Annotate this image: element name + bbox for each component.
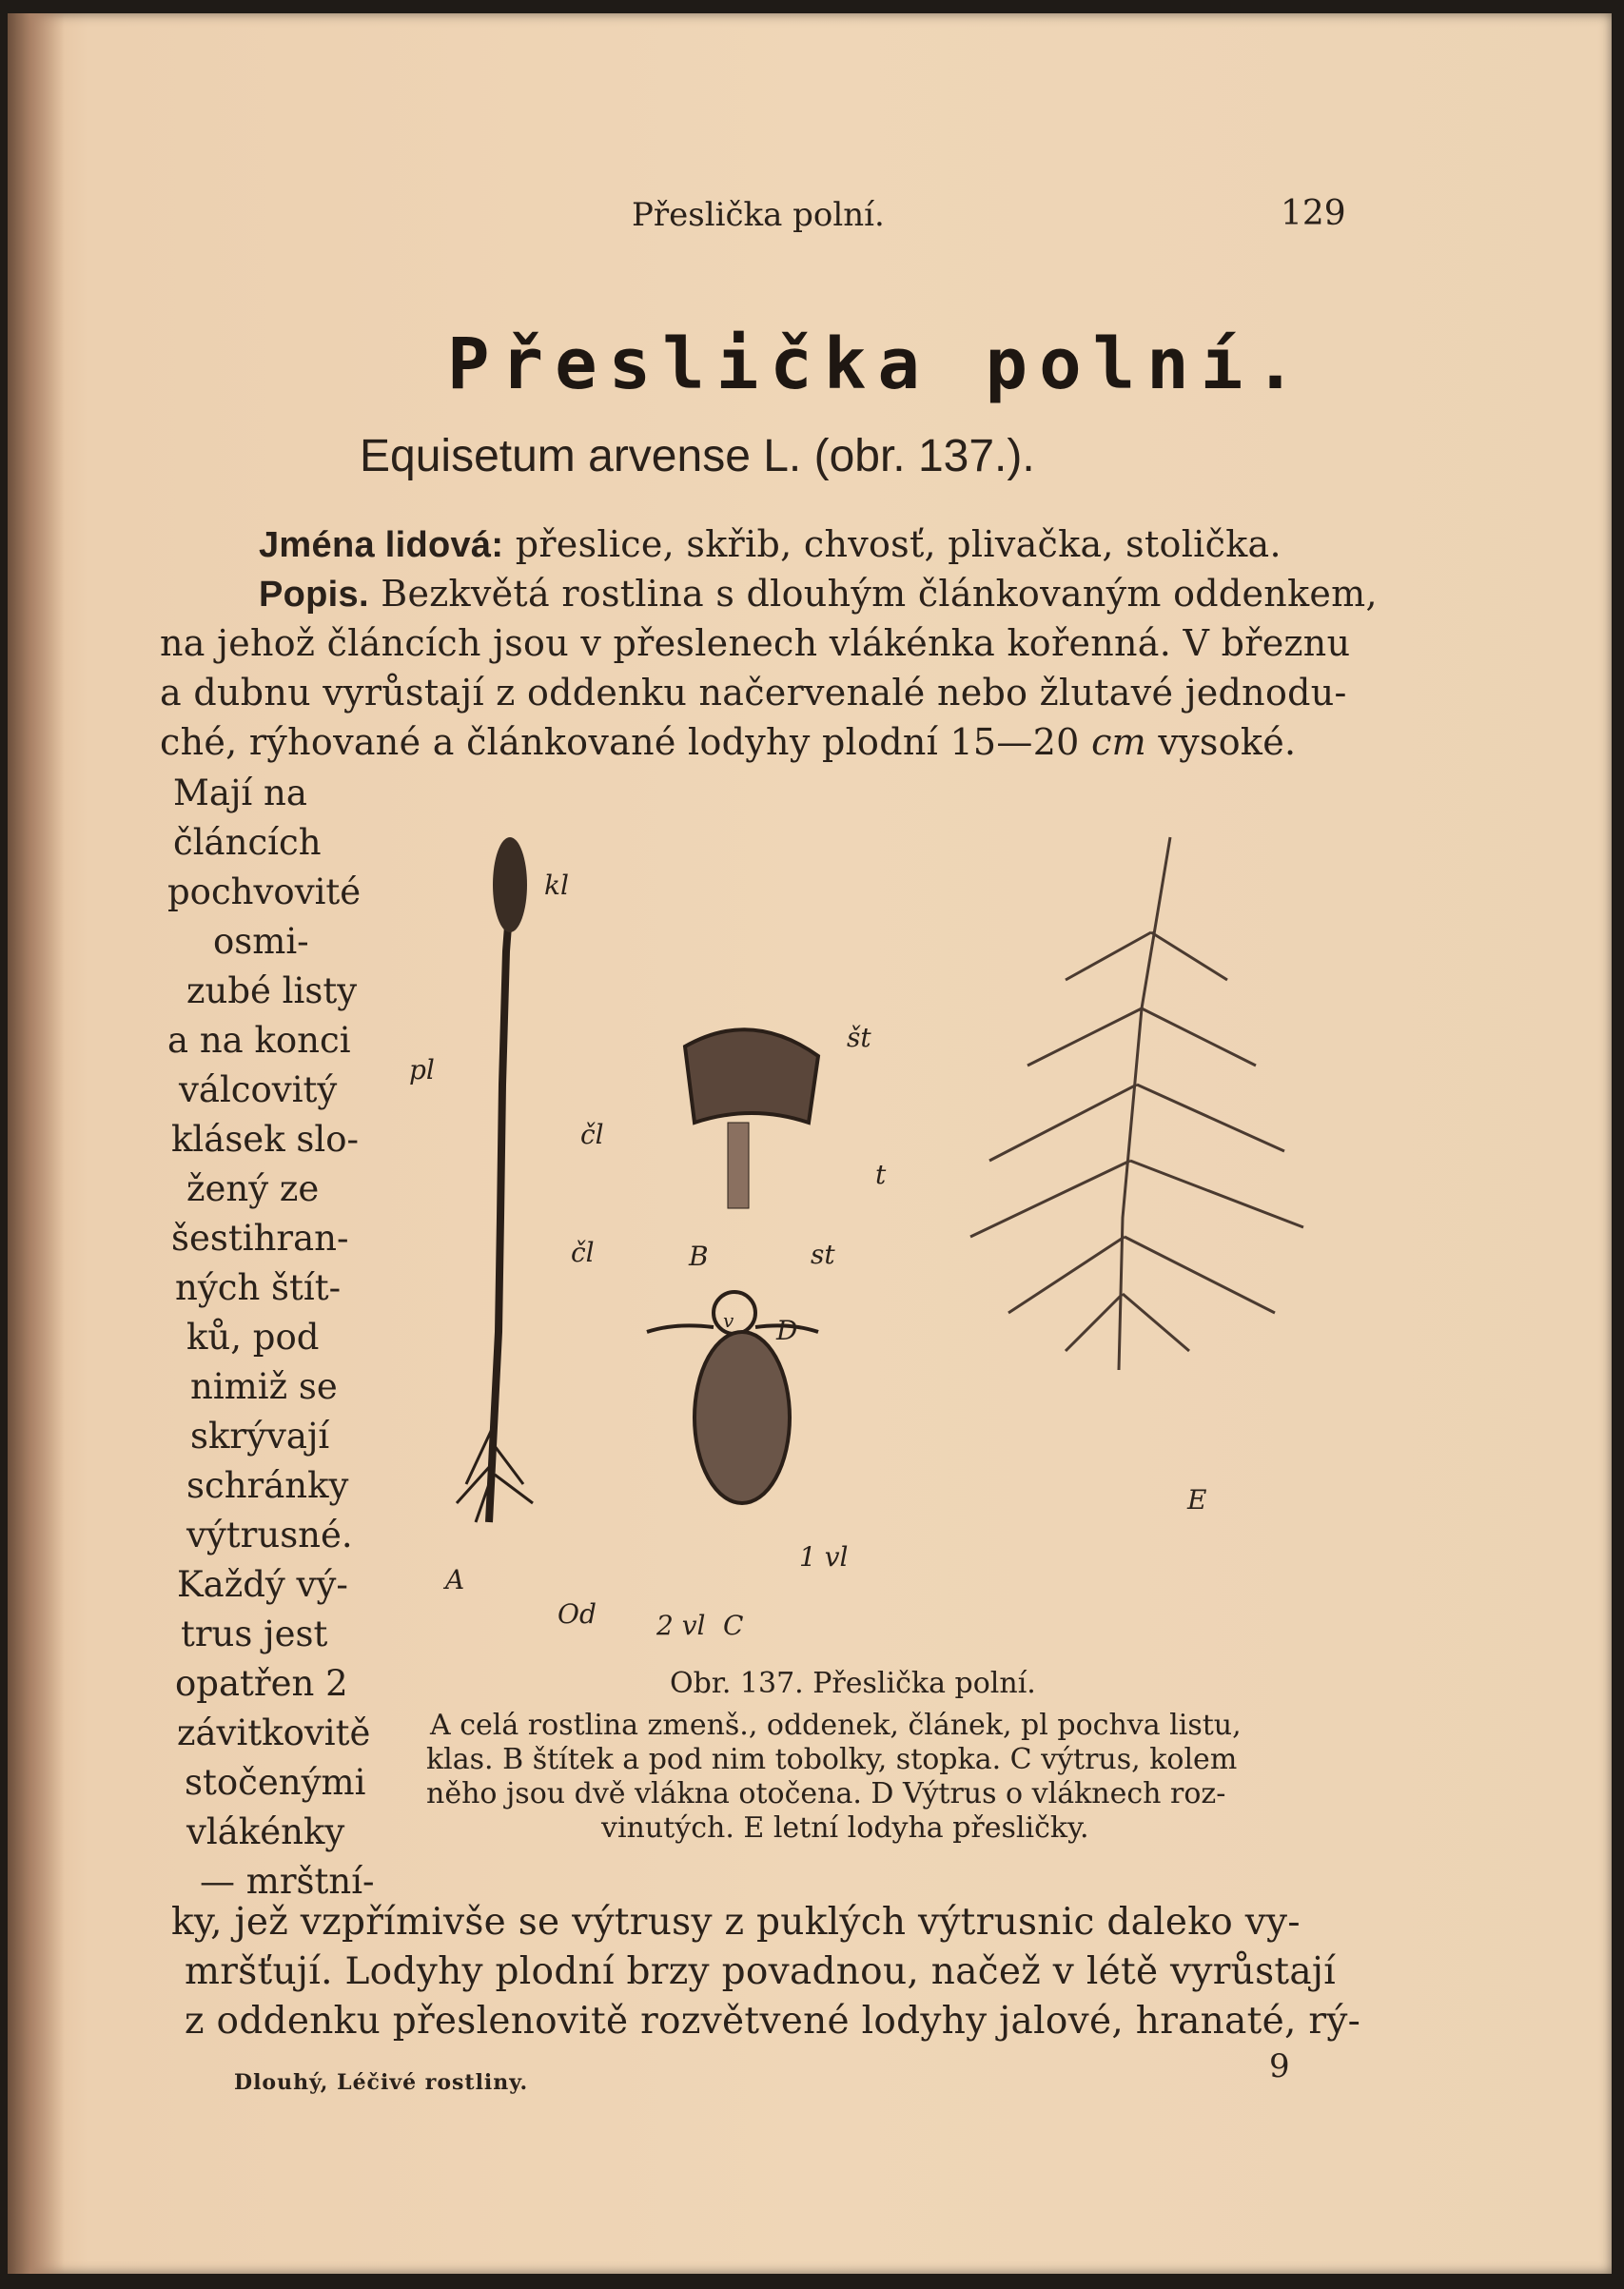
continuation-line-3: z oddenku přeslenovitě rozvětvené lodyhy jalové, hranaté, rý- (185, 2000, 1361, 2043)
label-1vl: 1 vl (799, 1541, 849, 1573)
side-column-line: šestihran- (171, 1218, 349, 1259)
side-column-line: schránky (186, 1465, 349, 1506)
label-st-top: št (847, 1022, 871, 1053)
side-column-line: žený ze (186, 1168, 320, 1209)
label-v: v (723, 1309, 734, 1332)
label-st: st (811, 1239, 835, 1270)
label-pl: pl (409, 1054, 435, 1086)
label-D: D (776, 1315, 798, 1346)
caption-line-2: klas. B štítek a pod nim tobolky, stopka. C výtrus, kolem (426, 1743, 1238, 1776)
description-text-4b: vysoké. (1158, 721, 1297, 763)
footer-note: Dlouhý, Léčivé rostliny. (234, 2070, 529, 2095)
label-B: B (689, 1241, 709, 1272)
side-column-line: závitkovitě (177, 1712, 371, 1753)
folk-names-label: Jména lidová: (259, 525, 504, 565)
label-cl-1: čl (580, 1119, 604, 1150)
side-column-line: a na konci (167, 1020, 351, 1061)
side-column-line: osmi- (213, 921, 309, 962)
label-E: E (1187, 1484, 1207, 1516)
caption-title: Obr. 137. Přeslička polní. (670, 1667, 1036, 1700)
label-kl: kl (544, 870, 569, 901)
side-column-line: Každý vý- (177, 1564, 348, 1605)
caption-line-4: vinutých. E letní lodyha přesličky. (601, 1811, 1089, 1845)
caption-line-1: A celá rostlina zmenš., oddenek, článek, pl pochva listu, (430, 1709, 1242, 1742)
label-cl-2: čl (571, 1237, 595, 1268)
label-2vl: 2 vl (656, 1610, 706, 1641)
folk-names-line (259, 523, 1282, 566)
label-A: A (445, 1564, 465, 1595)
side-column-line: Mají na (173, 773, 307, 813)
folk-names-text: přeslice, skřib, chvosť, plivačka, stolička. (515, 523, 1282, 565)
side-column-line: článcích (173, 822, 322, 863)
label-Od: Od (558, 1598, 597, 1630)
signature-number: 9 (1269, 2047, 1290, 2085)
description-text-4a: ché, rýhované a článkované lodyhy plodní 15—20 (160, 721, 1080, 763)
side-column-line: nimiž se (190, 1366, 338, 1407)
description-line-1 (259, 573, 1378, 616)
figure-137 (400, 818, 1360, 1655)
side-column-line: — mrštní- (200, 1861, 375, 1902)
caption-line-3: něho jsou dvě vlákna otočena. D Výtrus o vláknech roz- (426, 1777, 1226, 1810)
side-column-line: stočenými (185, 1762, 366, 1803)
side-column-line: ků, pod (186, 1317, 320, 1358)
continuation-line-2: mršťují. Lodyhy plodní brzy povadnou, načež v létě vyrůstají (185, 1950, 1337, 1993)
description-line-4 (160, 721, 1296, 763)
continuation-line-1: ky, jež vzpřímivše se výtrusy z puklých výtrusnic daleko vy- (171, 1901, 1301, 1944)
running-head: Přeslička polní. (632, 196, 885, 234)
sterile-stem-drawing (970, 837, 1303, 1370)
page-title: Přeslička polní. (447, 323, 1308, 405)
side-column-line: pochvovité (167, 871, 362, 912)
latin-name: Equisetum arvense L. (obr. 137.). (360, 431, 1035, 481)
side-column-line: ných štít- (175, 1267, 342, 1308)
side-column-line: výtrusné. (186, 1515, 353, 1555)
label-C: C (723, 1610, 744, 1641)
description-text-1: Bezkvětá rostlina s dlouhým článkovaným oddenkem, (381, 573, 1378, 615)
side-column-line: válcovitý (179, 1069, 338, 1110)
shield-drawing (685, 1029, 818, 1208)
description-line-2: na jehož článcích jsou v přeslenech vlákénka kořenná. V březnu (160, 622, 1351, 664)
book-gutter (8, 13, 65, 2274)
equisetum-illustration (400, 818, 1360, 1655)
side-column-line: zubé listy (186, 970, 358, 1011)
spore-coiled-drawing (695, 1332, 790, 1503)
description-line-3: a dubnu vyrůstají z oddenku načervenalé nebo žlutavé jednodu- (160, 672, 1347, 714)
side-column-line: klásek slo- (171, 1119, 359, 1160)
side-column-line: opatřen 2 (175, 1663, 348, 1704)
fertile-stem-drawing (457, 837, 533, 1522)
label-t: t (875, 1159, 887, 1190)
side-column-line: skrývají (190, 1416, 330, 1457)
unit-cm: cm (1091, 721, 1146, 763)
page-number: 129 (1281, 194, 1346, 233)
side-column-line: vlákénky (186, 1811, 345, 1852)
side-column-line: trus jest (181, 1614, 328, 1654)
description-label: Popis. (259, 575, 369, 615)
